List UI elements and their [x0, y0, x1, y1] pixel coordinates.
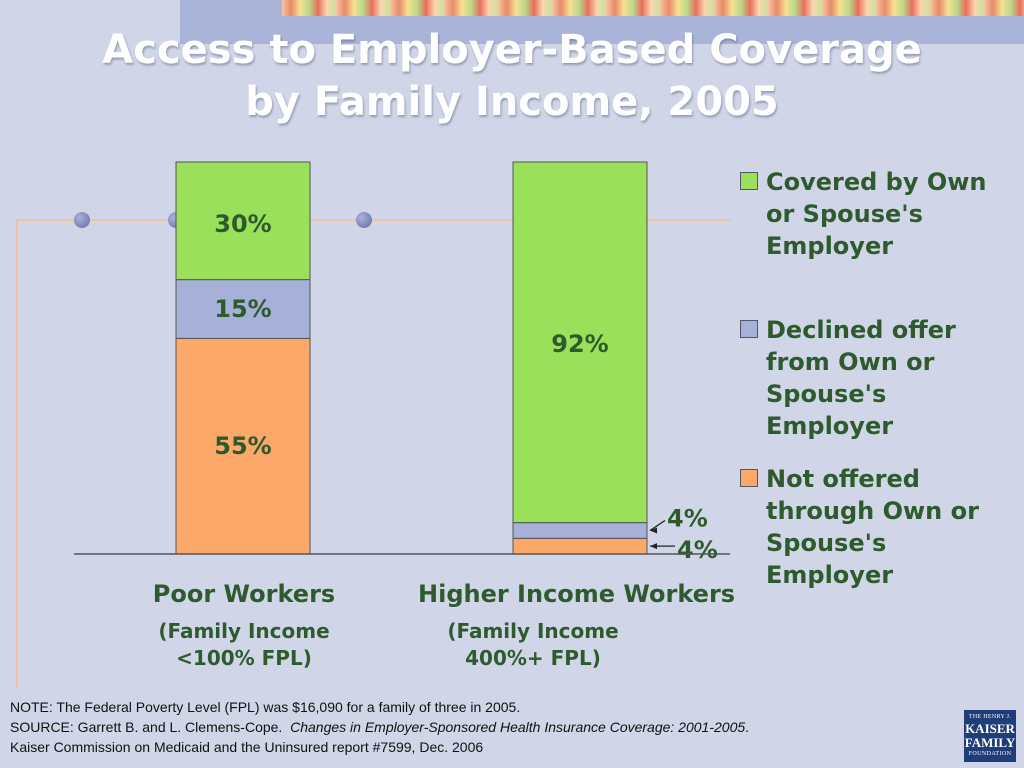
data-label-declined: 15% [214, 295, 272, 323]
data-label-not-offered: 4% [677, 536, 718, 565]
footer-note [10, 697, 940, 757]
title-line-2: by Family Income, 2005 [245, 79, 779, 125]
label-leader-arrowhead [650, 543, 657, 549]
footer-source-line-2: Kaiser Commission on Medicaid and the Uninsured report #7599, Dec. 2006 [10, 739, 484, 755]
category-title: Poor Workers [152, 580, 336, 608]
category-subtitle: <100% FPL) [176, 646, 312, 670]
bar-segment-declined [513, 523, 647, 539]
legend-label-not-offered: Not offered through Own or Spouse's Employer [766, 465, 979, 589]
legend-swatch-declined [740, 320, 758, 338]
legend-swatch-covered [740, 172, 758, 190]
legend-label-covered: Covered by Own or Spouse's Employer [766, 168, 987, 260]
footer-note-line: NOTE: The Federal Poverty Level (FPL) was $16,090 for a family of three in 2005. [10, 699, 521, 715]
legend-swatch-not-offered [740, 469, 758, 487]
legend-label-declined: Declined offer from Own or Spouse's Employer [766, 316, 956, 440]
footer-source-line: SOURCE: Garrett B. and L. Clemens-Cope. Changes in Employer-Sponsored Health Insurance Coverage: 2001-2005. [10, 719, 750, 735]
category-label-higher-income-workers [418, 580, 738, 672]
category-title: Higher Income Workers [418, 580, 736, 608]
label-leader-arrow [650, 520, 665, 530]
data-label-covered: 92% [551, 330, 609, 358]
category-subtitle: (Family Income [158, 619, 330, 643]
kaiser-family-foundation-logo: THE HENRY J. KAISER FAMILY FOUNDATION [964, 710, 1016, 762]
data-label-not-offered: 55% [214, 432, 272, 461]
data-label-covered: 30% [214, 210, 272, 238]
category-subtitle: 400%+ FPL) [465, 646, 601, 670]
category-subtitle: (Family Income [447, 619, 619, 643]
bar-segment-not-offered [513, 538, 647, 554]
data-label-declined: 4% [667, 504, 708, 533]
title-line-1: Access to Employer-Based Coverage [102, 27, 922, 73]
category-label-poor-workers [104, 580, 384, 672]
